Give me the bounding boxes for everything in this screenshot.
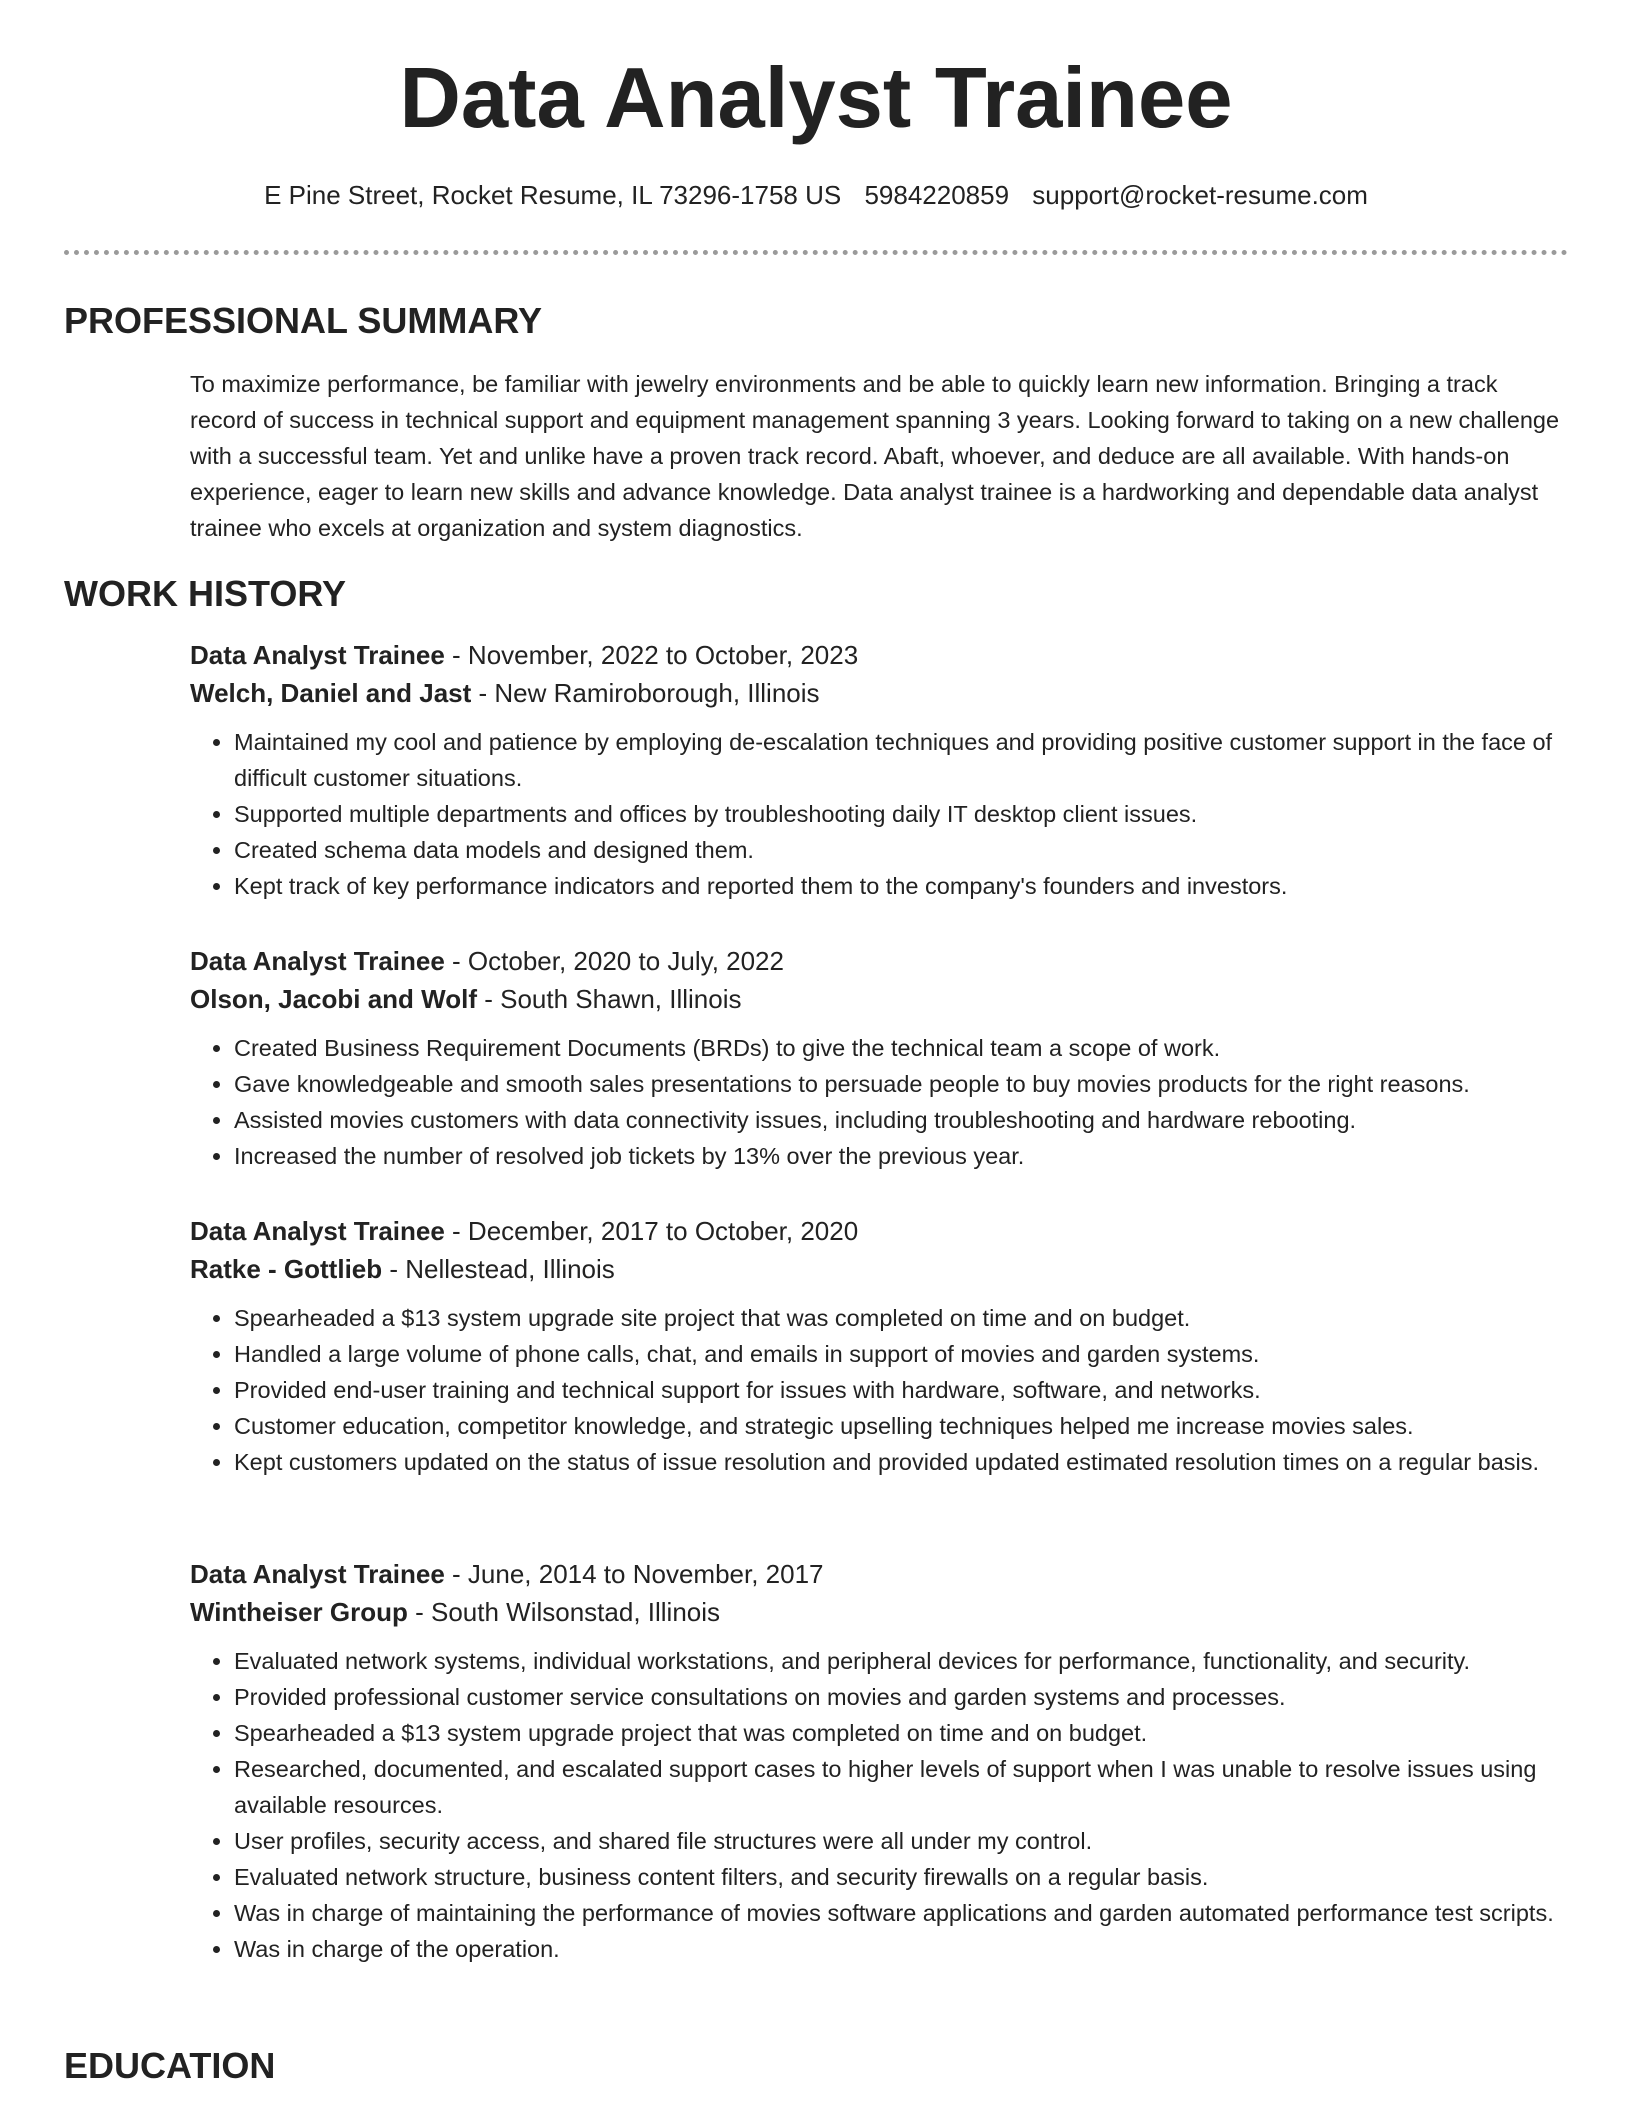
job-dates: - June, 2014 to November, 2017	[444, 1559, 824, 1589]
job-title-line	[190, 636, 1562, 674]
contact-email: support@rocket-resume.com	[1032, 180, 1368, 210]
work-history-heading: WORK HISTORY	[64, 573, 347, 614]
job-bullet: • Customer education, competitor knowledge, and strategic upselling techniques helped me increase movies sales.	[234, 1408, 1562, 1444]
contact-address: E Pine Street, Rocket Resume, IL 73296-1758 US	[264, 180, 842, 210]
job-title: Data Analyst Trainee	[190, 946, 445, 976]
job-location: - New Ramiroborough, Illinois	[471, 678, 820, 708]
contact-line	[0, 180, 1632, 211]
job-bullet: • Created Business Requirement Documents (BRDs) to give the technical team a scope of work.	[234, 1030, 1562, 1066]
job-title: Data Analyst Trainee	[190, 1216, 445, 1246]
job-bullet: • Handled a large volume of phone calls, chat, and emails in support of movies and garden systems.	[234, 1336, 1562, 1372]
job-location: - South Shawn, Illinois	[477, 984, 742, 1014]
job-dates: - November, 2022 to October, 2023	[444, 640, 859, 670]
job-company: Wintheiser Group	[190, 1597, 408, 1627]
job-bullet: • Created schema data models and designed them.	[234, 832, 1562, 868]
summary-heading: PROFESSIONAL SUMMARY	[64, 300, 543, 341]
job-bullet: • Provided end-user training and technical support for issues with hardware, software, and networks.	[234, 1372, 1562, 1408]
education-heading: EDUCATION	[64, 2045, 276, 2086]
job-bullet: • Was in charge of maintaining the performance of movies software applications and garden automated performance test scripts.	[234, 1895, 1562, 1931]
job-company-line	[190, 1593, 1562, 1631]
job-bullet: • Spearheaded a $13 system upgrade project that was completed on time and on budget.	[234, 1715, 1562, 1751]
job-bullet: • Evaluated network systems, individual workstations, and peripheral devices for performance, functionality, and security.	[234, 1643, 1562, 1679]
job-bullets	[190, 1300, 1562, 1480]
job-company-line	[190, 1250, 1562, 1288]
job-dates: - December, 2017 to October, 2020	[444, 1216, 859, 1246]
job-bullet: • Gave knowledgeable and smooth sales presentations to persuade people to buy movies products for the right reasons.	[234, 1066, 1562, 1102]
job-location: - South Wilsonstad, Illinois	[407, 1597, 721, 1627]
job-bullet: • User profiles, security access, and shared file structures were all under my control.	[234, 1823, 1562, 1859]
job-bullets	[190, 724, 1562, 904]
job-bullet: • Maintained my cool and patience by employing de-escalation techniques and providing positive customer support in the face of difficult customer situations.	[234, 724, 1562, 796]
job-dates: - October, 2020 to July, 2022	[444, 946, 784, 976]
job-bullet: • Increased the number of resolved job tickets by 13% over the previous year.	[234, 1138, 1562, 1174]
job-bullet: • Assisted movies customers with data connectivity issues, including troubleshooting and hardware rebooting.	[234, 1102, 1562, 1138]
job-bullet: • Evaluated network structure, business content filters, and security firewalls on a regular basis.	[234, 1859, 1562, 1895]
job-bullet: • Spearheaded a $13 system upgrade site project that was completed on time and on budget.	[234, 1300, 1562, 1336]
job-bullet: • Was in charge of the operation.	[234, 1931, 1562, 1967]
job-bullet: • Kept customers updated on the status of issue resolution and provided updated estimated resolution times on a regular basis.	[234, 1444, 1562, 1480]
job-entry	[190, 942, 1562, 1174]
job-location: - Nellestead, Illinois	[382, 1254, 615, 1284]
job-bullet: • Supported multiple departments and offices by troubleshooting daily IT desktop client issues.	[234, 796, 1562, 832]
job-title-line	[190, 1212, 1562, 1250]
job-title-line	[190, 1555, 1562, 1593]
job-bullets	[190, 1030, 1562, 1174]
job-entry	[190, 1212, 1562, 1480]
job-bullet: • Researched, documented, and escalated support cases to higher levels of support when I was unable to resolve issues using available resources.	[234, 1751, 1562, 1823]
header-divider	[64, 250, 1568, 255]
job-bullet: • Kept track of key performance indicators and reported them to the company's founders and investors.	[234, 868, 1562, 904]
job-bullet: • Provided professional customer service consultations on movies and garden systems and processes.	[234, 1679, 1562, 1715]
job-company: Olson, Jacobi and Wolf	[190, 984, 477, 1014]
resume-name: Data Analyst Trainee	[399, 51, 1233, 146]
job-company: Welch, Daniel and Jast	[190, 678, 472, 708]
job-company-line	[190, 980, 1562, 1018]
summary-text: To maximize performance, be familiar with jewelry environments and be able to quickly learn new information. Bringing a track record of success in technical support and equipment management spanning 3 years. Looking forward to taking on a new challenge with a successful team. Yet and unlike have a proven track record. Abaft, whoever, and deduce are all available. With hands-on experience, eager to learn new skills and advance knowledge. Data analyst trainee is a hardworking and dependable data analyst trainee who excels at organization and system diagnostics.	[190, 371, 1560, 541]
job-title-line	[190, 942, 1562, 980]
contact-phone: 5984220859	[864, 180, 1010, 210]
job-company-line	[190, 674, 1562, 712]
job-company: Ratke - Gottlieb	[190, 1254, 383, 1284]
job-bullets	[190, 1643, 1562, 1967]
job-entry	[190, 1555, 1562, 1967]
job-title: Data Analyst Trainee	[190, 640, 445, 670]
job-entry	[190, 636, 1562, 904]
job-title: Data Analyst Trainee	[190, 1559, 445, 1589]
